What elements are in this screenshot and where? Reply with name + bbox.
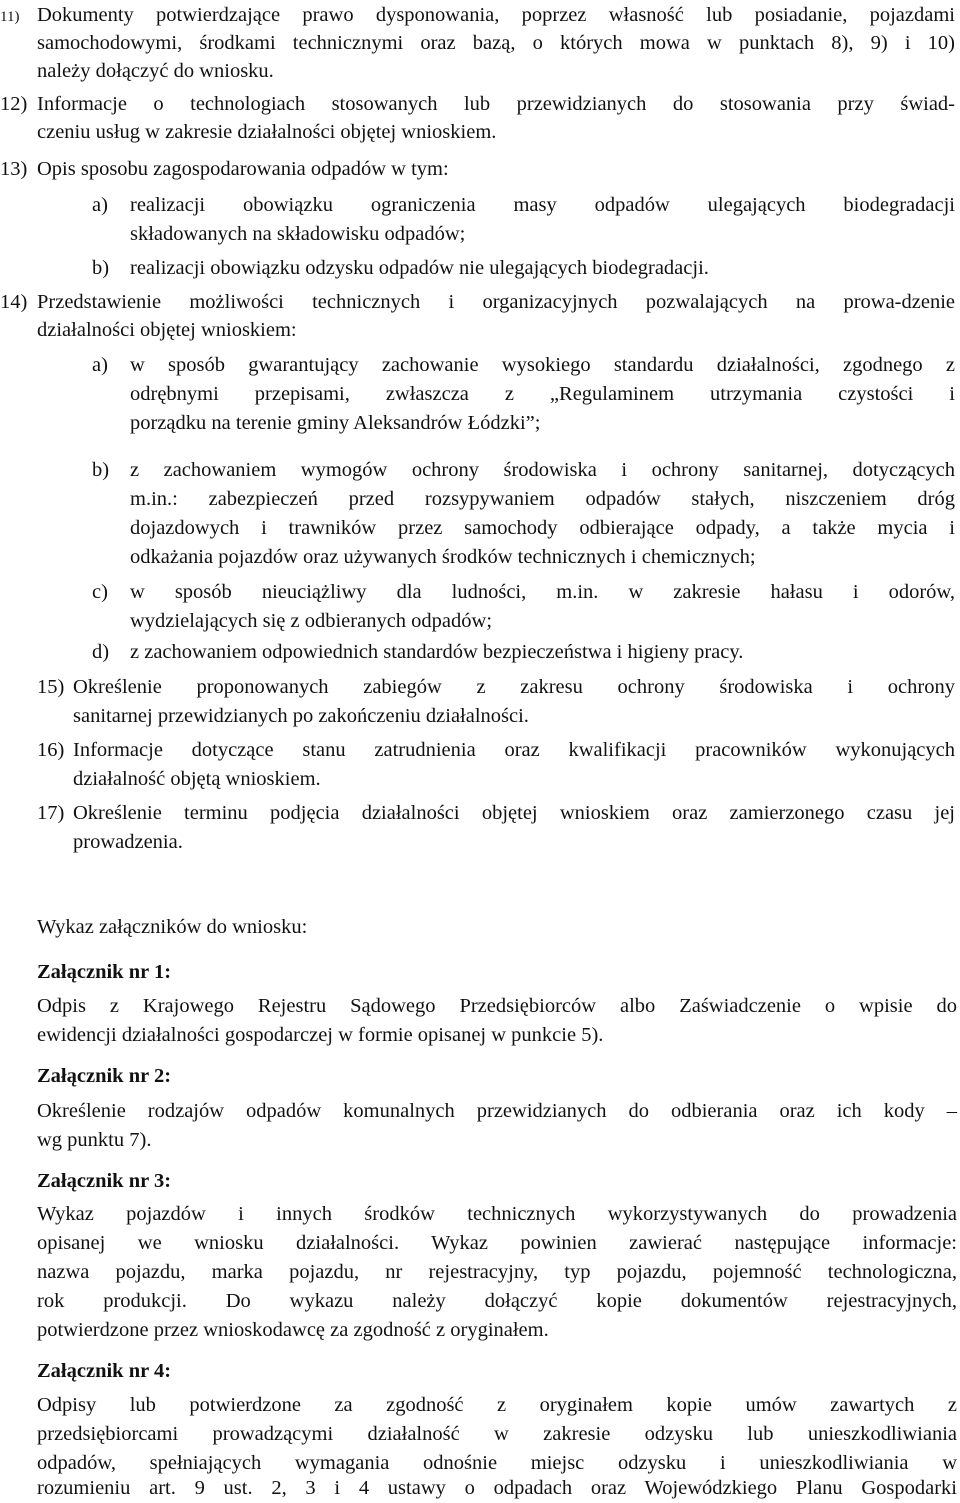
item-line: czeniu usług w zakresie działalności objętej wnioskiem.	[37, 121, 497, 143]
item-line: w sposób nieuciążliwy dla ludności, m.in. w zakresie hałasu i odorów,	[130, 581, 955, 603]
item-number: 17)	[37, 802, 65, 824]
item-number: 14)	[0, 291, 28, 313]
sub-item-letter: c)	[92, 581, 108, 603]
item-line: sanitarnej przewidzianych po zakończeniu działalności.	[73, 705, 529, 727]
attachment-line: Wykaz pojazdów i innych środków technicznych wykorzystywanych do prowadzenia	[37, 1203, 957, 1225]
attachment-heading: Załącznik nr 3:	[37, 1170, 172, 1192]
item-line: samochodowymi, środkami technicznymi oraz bazą, o których mowa w punktach 8), 9) i 10)	[37, 32, 955, 54]
attachment-line: Określenie rodzajów odpadów komunalnych przewidzianych do odbierania oraz ich kody –	[37, 1100, 957, 1122]
item-number: 11)	[0, 9, 20, 25]
item-line: odkażania pojazdów oraz używanych środków technicznych i chemicznych;	[130, 546, 756, 568]
item-line: Przedstawienie możliwości technicznych i organizacyjnych pozwalających na prowa-dzenie	[37, 291, 955, 313]
attachment-line: Odpisy lub potwierdzone za zgodność z oryginałem kopie umów zawartych z	[37, 1394, 957, 1416]
sub-item-letter: d)	[92, 641, 110, 663]
sub-item-letter: b)	[92, 459, 110, 481]
attachments-title: Wykaz załączników do wniosku:	[37, 916, 308, 938]
item-line: odrębnymi przepisami, zwłaszcza z „Regulaminem utrzymania czystości i	[130, 383, 955, 405]
attachment-line: Odpis z Krajowego Rejestru Sądowego Przedsiębiorców albo Zaświadczenie o wpisie do	[37, 995, 957, 1017]
attachment-heading: Załącznik nr 4:	[37, 1360, 172, 1382]
attachment-line: odpadów, spełniających wymagania odnośnie miejsc odzysku i unieszkodliwiania w	[37, 1452, 957, 1474]
item-line: m.in.: zabezpieczeń przed rozsypywaniem odpadów stałych, niszczeniem dróg	[130, 488, 955, 510]
attachment-heading: Załącznik nr 2:	[37, 1065, 172, 1087]
item-line: z zachowaniem odpowiednich standardów bezpieczeństwa i higieny pracy.	[130, 641, 744, 663]
item-line: realizacji obowiązku ograniczenia masy odpadów ulegających biodegradacji	[130, 194, 955, 216]
item-line: realizacji obowiązku odzysku odpadów nie ulegających biodegradacji.	[130, 257, 709, 279]
item-line: z zachowaniem wymogów ochrony środowiska i ochrony sanitarnej, dotyczących	[130, 459, 955, 481]
item-number: 16)	[37, 739, 65, 761]
item-line: wydzielających się z odbieranych odpadów;	[130, 610, 493, 632]
sub-item-letter: a)	[92, 194, 108, 216]
sub-item-letter: b)	[92, 257, 110, 279]
item-line: prowadzenia.	[73, 831, 183, 853]
sub-item-letter: a)	[92, 354, 108, 376]
item-number: 13)	[0, 158, 28, 180]
item-number: 12)	[0, 93, 28, 115]
item-line: Dokumenty potwierdzające prawo dysponowania, poprzez własność lub posiadanie, pojazdami	[37, 4, 955, 26]
item-line: należy dołączyć do wniosku.	[37, 60, 274, 82]
item-line: Informacje dotyczące stanu zatrudnienia oraz kwalifikacji pracowników wykonujących	[73, 739, 955, 761]
item-line: działalności objętej wnioskiem:	[37, 319, 297, 341]
attachment-heading: Załącznik nr 1:	[37, 961, 172, 983]
item-line: w sposób gwarantujący zachowanie wysokiego standardu działalności, zgodnego z	[130, 354, 955, 376]
item-line: dojazdowych i trawników przez samochody odbierające odpady, a także mycia i	[130, 517, 955, 539]
item-number: 15)	[37, 676, 65, 698]
item-line: Określenie proponowanych zabiegów z zakresu ochrony środowiska i ochrony	[73, 676, 955, 698]
attachment-line: nazwa pojazdu, marka pojazdu, nr rejestracyjny, typ pojazdu, pojemność technologiczna,	[37, 1261, 957, 1283]
item-line: działalność objętą wnioskiem.	[73, 768, 321, 790]
item-line: Określenie terminu podjęcia działalności objętej wnioskiem oraz zamierzonego czasu jej	[73, 802, 955, 824]
attachment-line: wg punktu 7).	[37, 1129, 152, 1151]
attachment-line: potwierdzone przez wnioskodawcę za zgodność z oryginałem.	[37, 1319, 549, 1341]
attachment-line: opisanej we wniosku działalności. Wykaz powinien zawierać następujące informacje:	[37, 1232, 957, 1254]
item-line: Opis sposobu zagospodarowania odpadów w tym:	[37, 158, 449, 180]
attachment-line: rok produkcji. Do wykazu należy dołączyć kopie dokumentów rejestracyjnych,	[37, 1290, 957, 1312]
item-line: składowanych na składowisku odpadów;	[130, 223, 466, 245]
item-line: Informacje o technologiach stosowanych lub przewidzianych do stosowania przy świad-	[37, 93, 955, 115]
attachment-line: rozumieniu art. 9 ust. 2, 3 i 4 ustawy o odpadach oraz Wojewódzkiego Planu Gospodarki	[37, 1477, 957, 1499]
attachment-line: ewidencji działalności gospodarczej w formie opisanej w punkcie 5).	[37, 1024, 604, 1046]
item-line: porządku na terenie gminy Aleksandrów Łódzki”;	[130, 412, 541, 434]
attachment-line: przedsiębiorcami prowadzącymi działalność w zakresie odzysku lub unieszkodliwiania	[37, 1423, 957, 1445]
